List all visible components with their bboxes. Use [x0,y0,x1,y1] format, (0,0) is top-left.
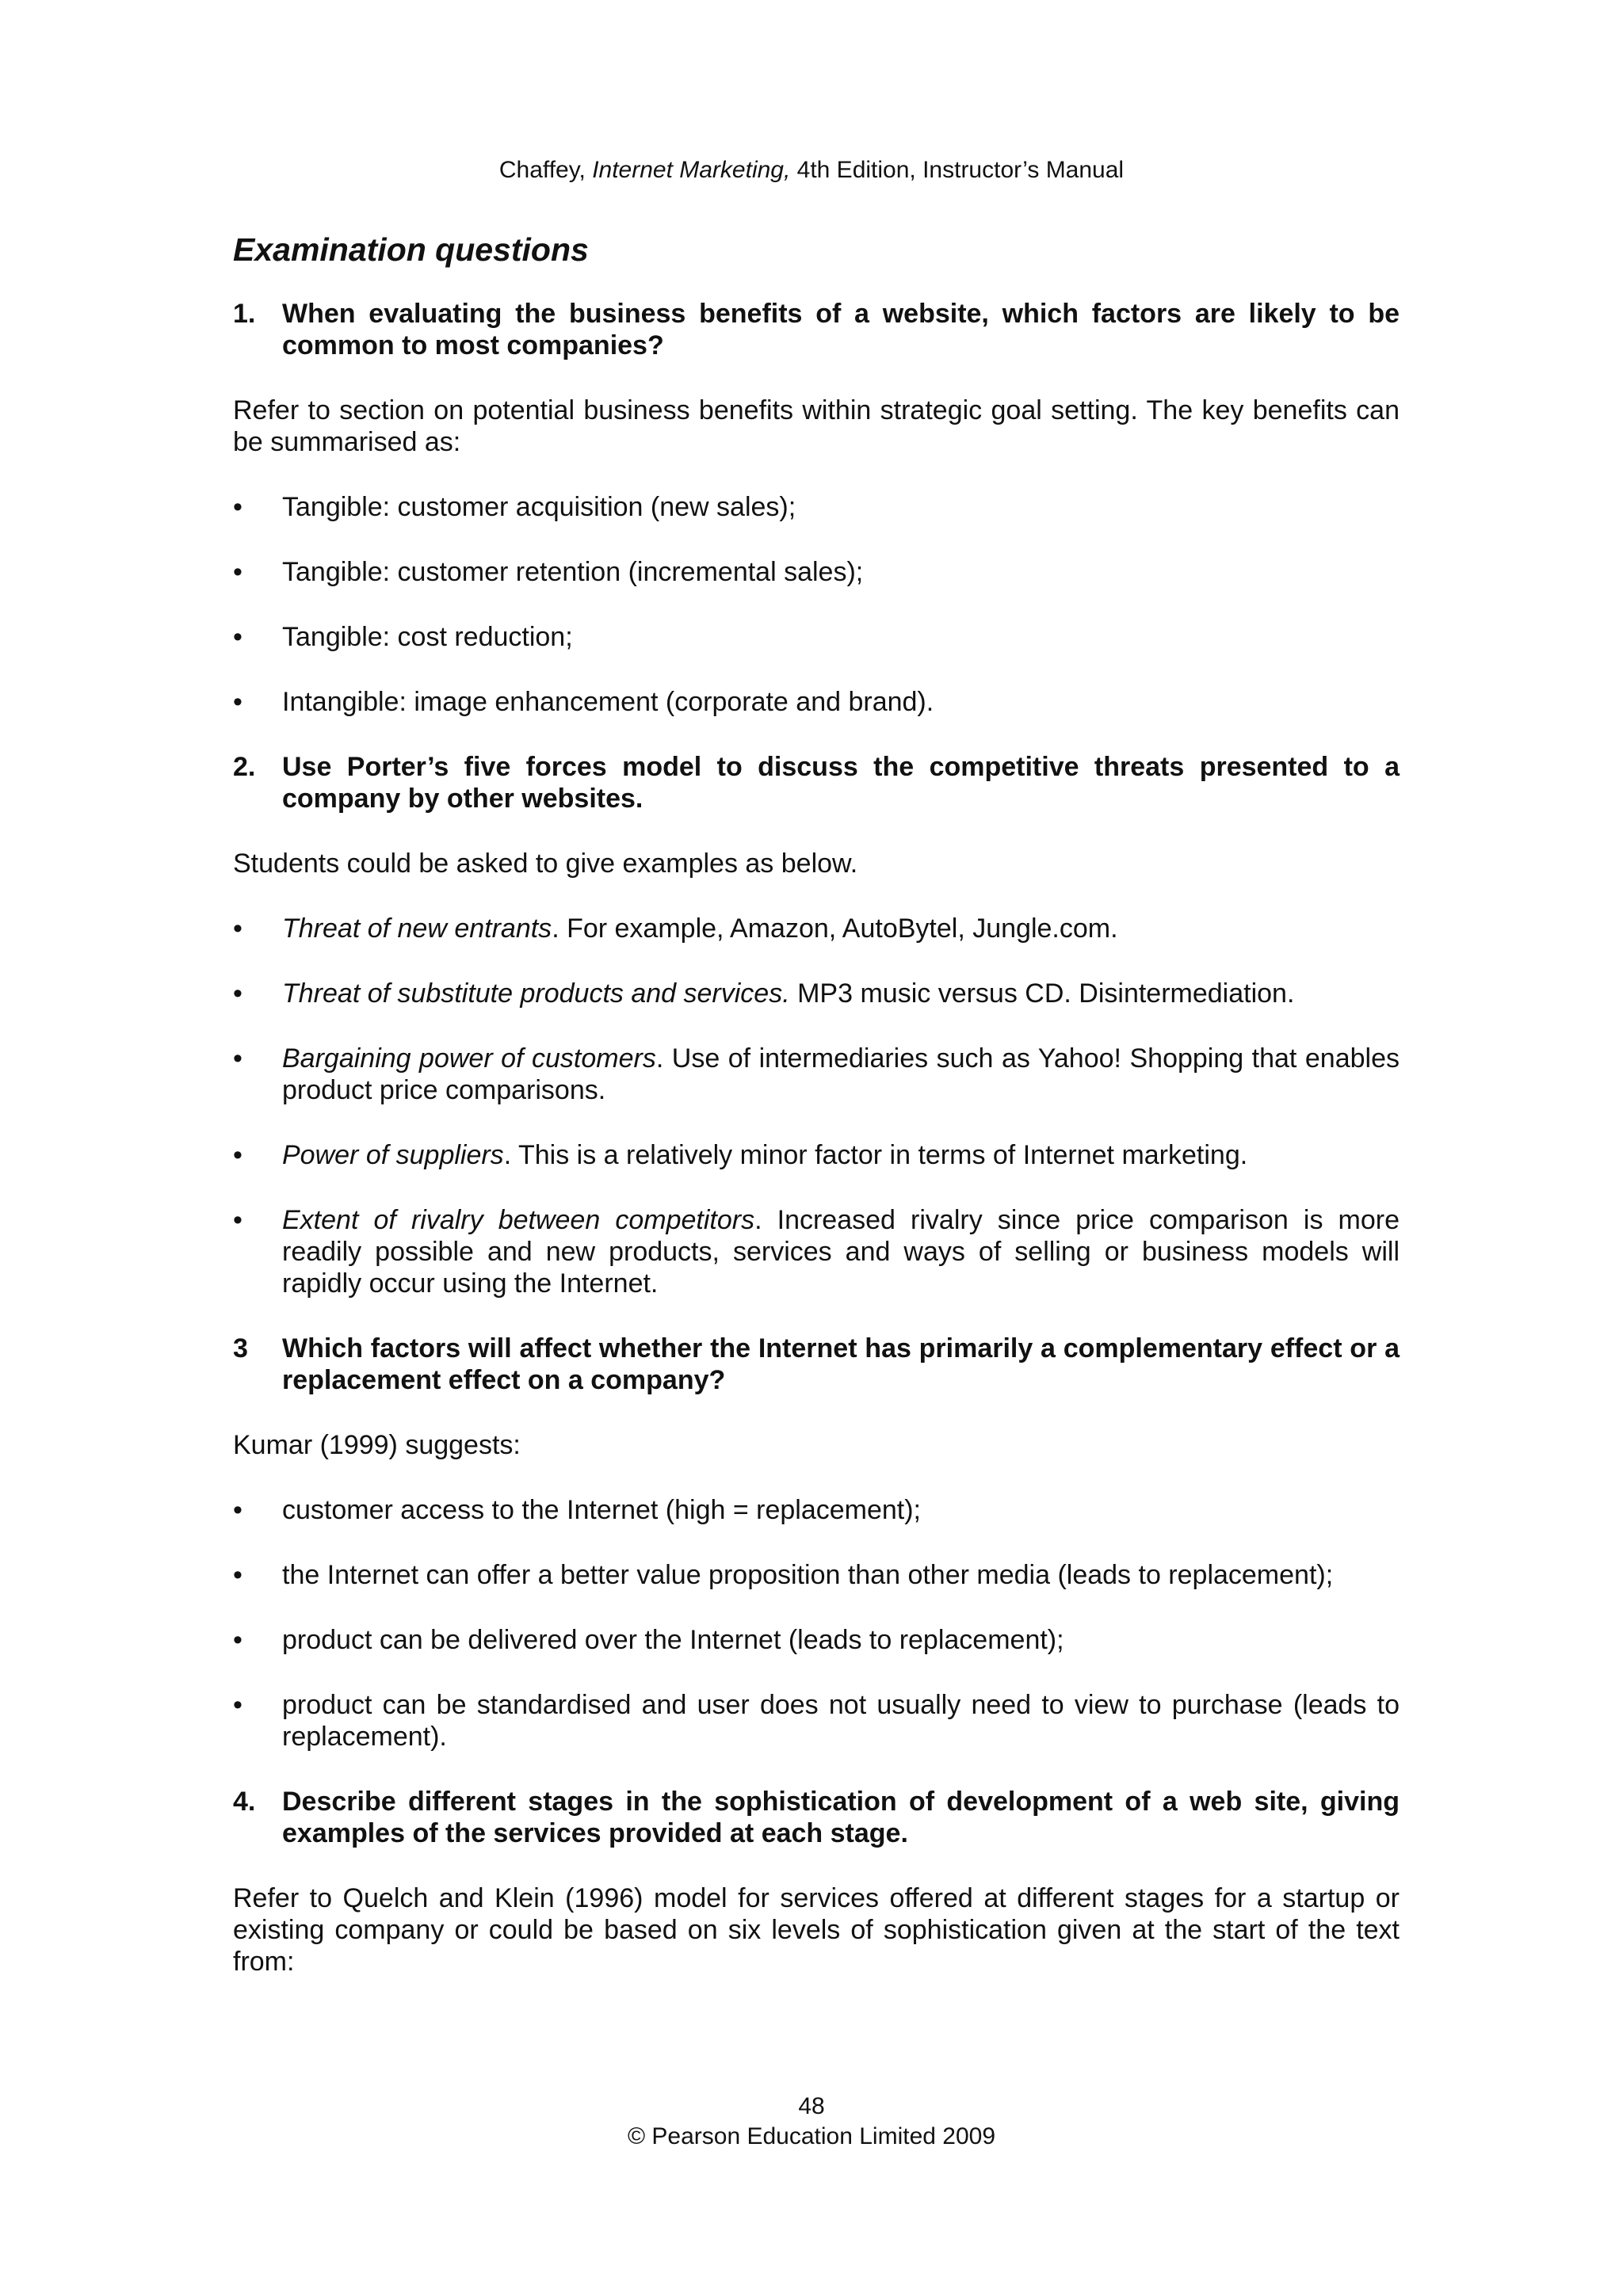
bullet-icon: • [233,978,242,1009]
list-item-text: Intangible: image enhancement (corporate and brand). [282,687,934,717]
header-book-title: Internet Marketing, [592,157,791,183]
question-text: When evaluating the business benefits of a website, which factors are likely to be common to most companies? [282,299,1400,360]
question-number: 3 [233,1333,248,1363]
list-item-text: Tangible: customer acquisition (new sales); [282,492,796,522]
list-item-term: Extent of rivalry between competitors [282,1205,755,1235]
list-item-term: Threat of new entrants [282,913,552,944]
page-footer [0,2092,1623,2152]
list-item-term: Threat of substitute products and services. [282,978,790,1009]
list-item [233,686,1400,718]
bullet-icon: • [233,1205,242,1235]
list-item-detail: . Use of intermediaries such as Yahoo! Shopping that enables product price comparisons. [282,1043,1400,1105]
answer-2-list [233,913,1400,1299]
bullet-icon: • [233,622,242,652]
bullet-icon: • [233,687,242,717]
list-item-text: product can be delivered over the Internet (leads to replacement); [282,1625,1064,1655]
answer-1-list [233,491,1400,718]
list-item-text: the Internet can offer a better value proposition than other media (leads to replacement); [282,1560,1334,1590]
question-3 [233,1333,1400,1396]
list-item-text [282,1043,1400,1106]
list-item [233,1043,1400,1106]
answer-3-list [233,1494,1400,1753]
running-header [0,155,1623,185]
question-1 [233,298,1400,361]
header-author: Chaffey, [498,157,593,183]
list-item [233,1559,1400,1591]
header-edition: 4th Edition, Instructor’s Manual [790,157,1125,183]
list-item-detail: MP3 music versus CD. Disintermediation. [789,978,1295,1009]
list-item [233,621,1400,653]
list-item [233,913,1400,944]
list-item [233,1494,1400,1526]
answer-3-intro: Kumar (1999) suggests: [233,1430,521,1460]
list-item [233,1689,1400,1753]
list-item [233,556,1400,588]
list-item-text [282,913,1400,944]
list-item-text [282,1139,1400,1171]
answer-2-intro: Students could be asked to give examples as below. [233,849,858,879]
copyright-notice: © Pearson Education Limited 2009 [627,2123,996,2149]
section-title: Examination questions [233,231,589,268]
list-item-text: Tangible: cost reduction; [282,622,573,652]
list-item [233,978,1400,1009]
answer-4-intro: Refer to Quelch and Klein (1996) model for services offered at different stages for a startup or existing company or could be based on six levels of sophistication given at the start of the text from: [233,1883,1400,1977]
page-number: 48 [798,2093,825,2119]
list-item-detail: . Increased rivalry since price comparison is more readily possible and new products, services and ways of selling or business models will rapidly occur using the Internet. [282,1205,1400,1299]
bullet-icon: • [233,1560,242,1590]
bullet-icon: • [233,492,242,522]
list-item [233,491,1400,523]
list-item-text: customer access to the Internet (high = replacement); [282,1495,922,1525]
list-item-detail: . This is a relatively minor factor in terms of Internet marketing. [503,1140,1248,1170]
bullet-icon: • [233,557,242,587]
bullet-icon: • [233,1625,242,1655]
question-number: 4. [233,1787,256,1817]
list-item [233,1139,1400,1171]
list-item-text: Tangible: customer retention (incremental sales); [282,557,864,587]
bullet-icon: • [233,913,242,944]
list-item [233,1624,1400,1656]
bullet-icon: • [233,1140,242,1170]
list-item-term: Bargaining power of customers [282,1043,656,1074]
bullet-icon: • [233,1495,242,1525]
question-number: 1. [233,299,256,329]
list-item-text [282,1204,1400,1299]
list-item-detail: . For example, Amazon, AutoBytel, Jungle.com. [552,913,1118,944]
bullet-icon: • [233,1690,242,1720]
question-text: Describe different stages in the sophistication of development of a web site, giving examples of the services provided at each stage. [282,1787,1400,1848]
question-4 [233,1786,1400,1849]
bullet-icon: • [233,1043,242,1074]
list-item-term: Power of suppliers [282,1140,504,1170]
list-item [233,1204,1400,1299]
question-text: Use Porter’s five forces model to discuss the competitive threats presented to a company by other websites. [282,752,1400,814]
list-item-text [282,978,1400,1009]
question-number: 2. [233,752,256,782]
question-2 [233,751,1400,814]
question-text: Which factors will affect whether the Internet has primarily a complementary effect or a replacement effect on a company? [282,1333,1400,1395]
page-content [233,230,1400,2011]
list-item-text: product can be standardised and user does not usually need to view to purchase (leads to replacement). [282,1690,1400,1752]
answer-1-intro: Refer to section on potential business benefits within strategic goal setting. The key benefits can be summarised as: [233,395,1400,457]
